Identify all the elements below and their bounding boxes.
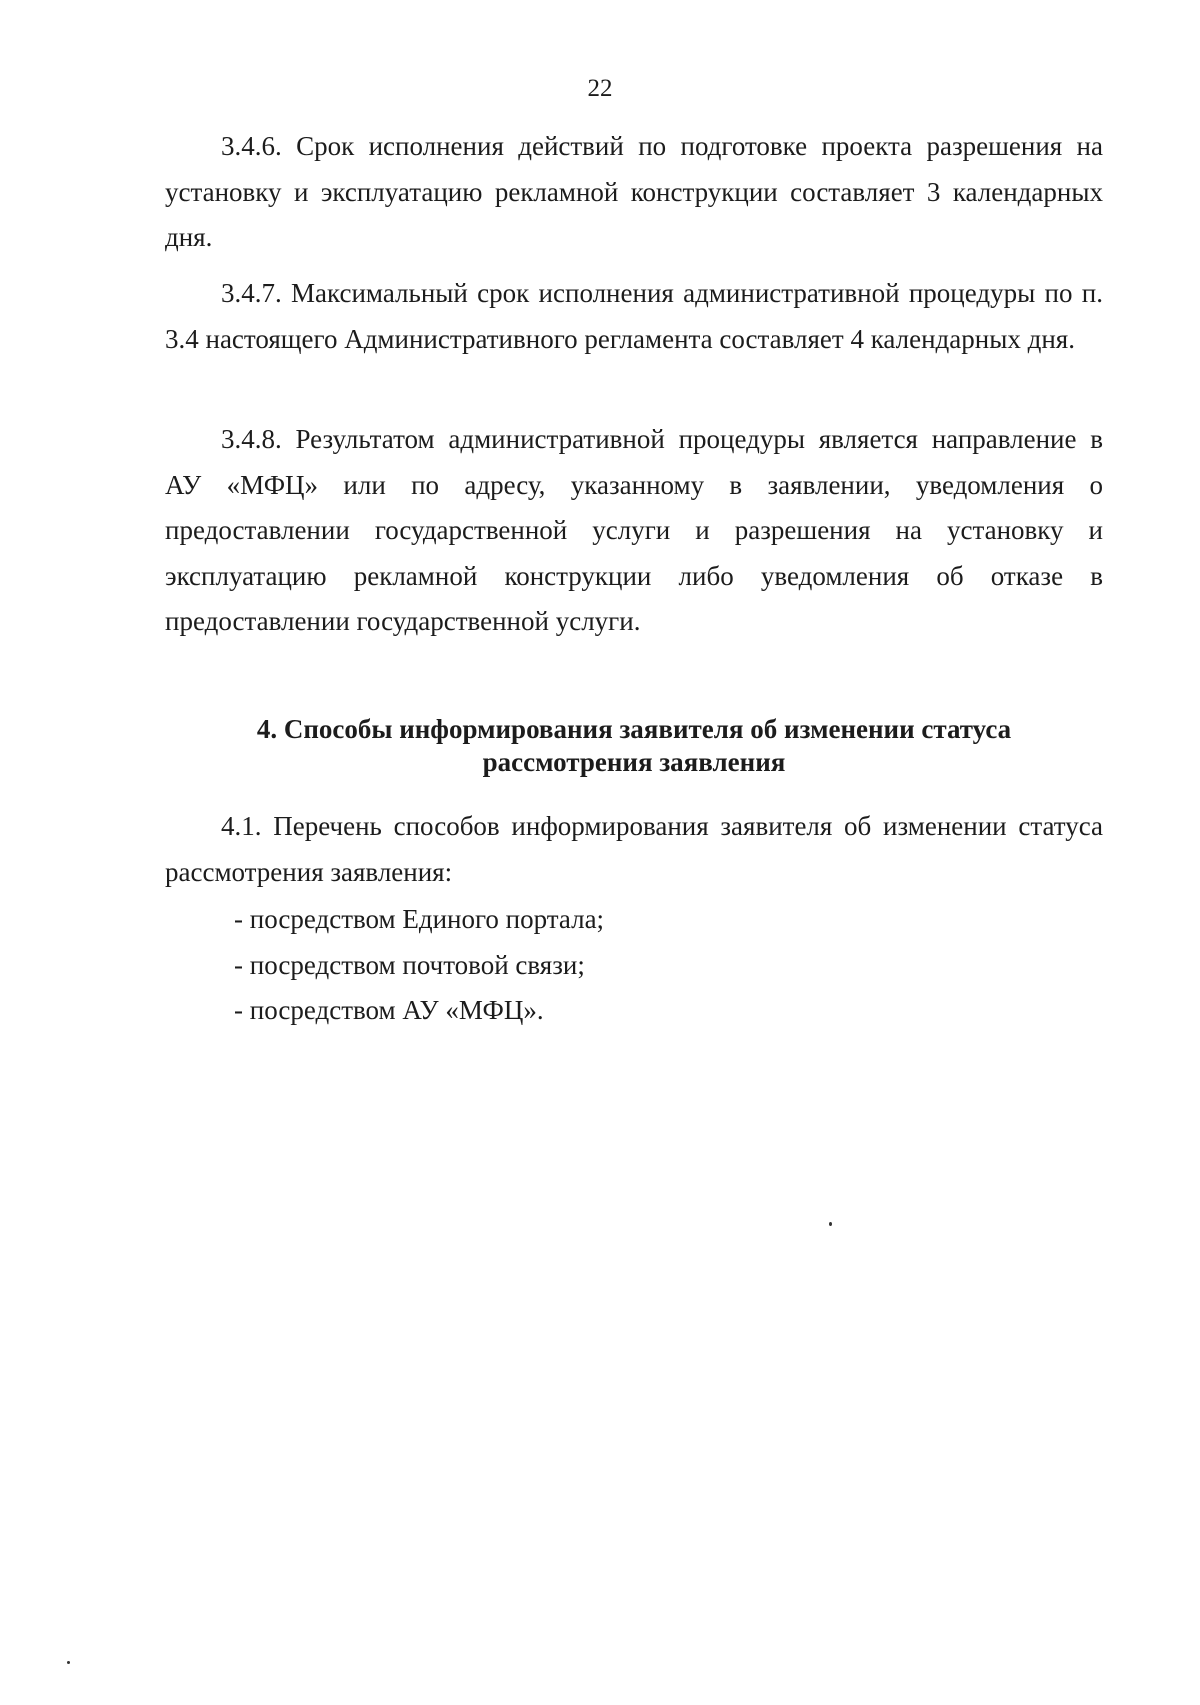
paragraph-3-4-6: 3.4.6. Срок исполнения действий по подготовке проекта разрешения на установку и эксплуатацию рекламной конструкции составляет 3 календарных дня. — [165, 131, 1103, 252]
section-4-heading — [165, 713, 1103, 779]
section-4-heading-line1: 4. Способы информирования заявителя об изменении статуса — [256, 714, 1012, 744]
list-item: - посредством почтовой связи; — [234, 949, 585, 980]
list-item: - посредством АУ «МФЦ». — [234, 995, 544, 1025]
paragraph-4-1: 4.1. Перечень способов информирования заявителя об изменении статуса рассмотрения заявления: — [165, 811, 1103, 887]
list-item: - посредством Единого портала; — [234, 904, 605, 934]
scan-speck — [829, 1222, 832, 1226]
paragraph-3-4-7: 3.4.7. Максимальный срок исполнения административной процедуры по п. 3.4 настоящего Административного регламента составляет 4 календарных дня. — [165, 278, 1103, 354]
paragraph-3-4-8: 3.4.8. Результатом административной процедуры является направление в АУ «МФЦ» или по адресу, указанному в заявлении, уведомления о предоставлении государственной услуги и разрешения на установку и эксплуатацию рекламной конструкции либо уведомления об отказе в предоставлении государственной услуги. — [165, 424, 1103, 636]
section-4-heading-line2: рассмотрения заявления — [482, 747, 786, 777]
notification-methods-list — [234, 897, 604, 1034]
scan-speck — [67, 1661, 70, 1664]
page-number: 22 — [587, 75, 613, 102]
